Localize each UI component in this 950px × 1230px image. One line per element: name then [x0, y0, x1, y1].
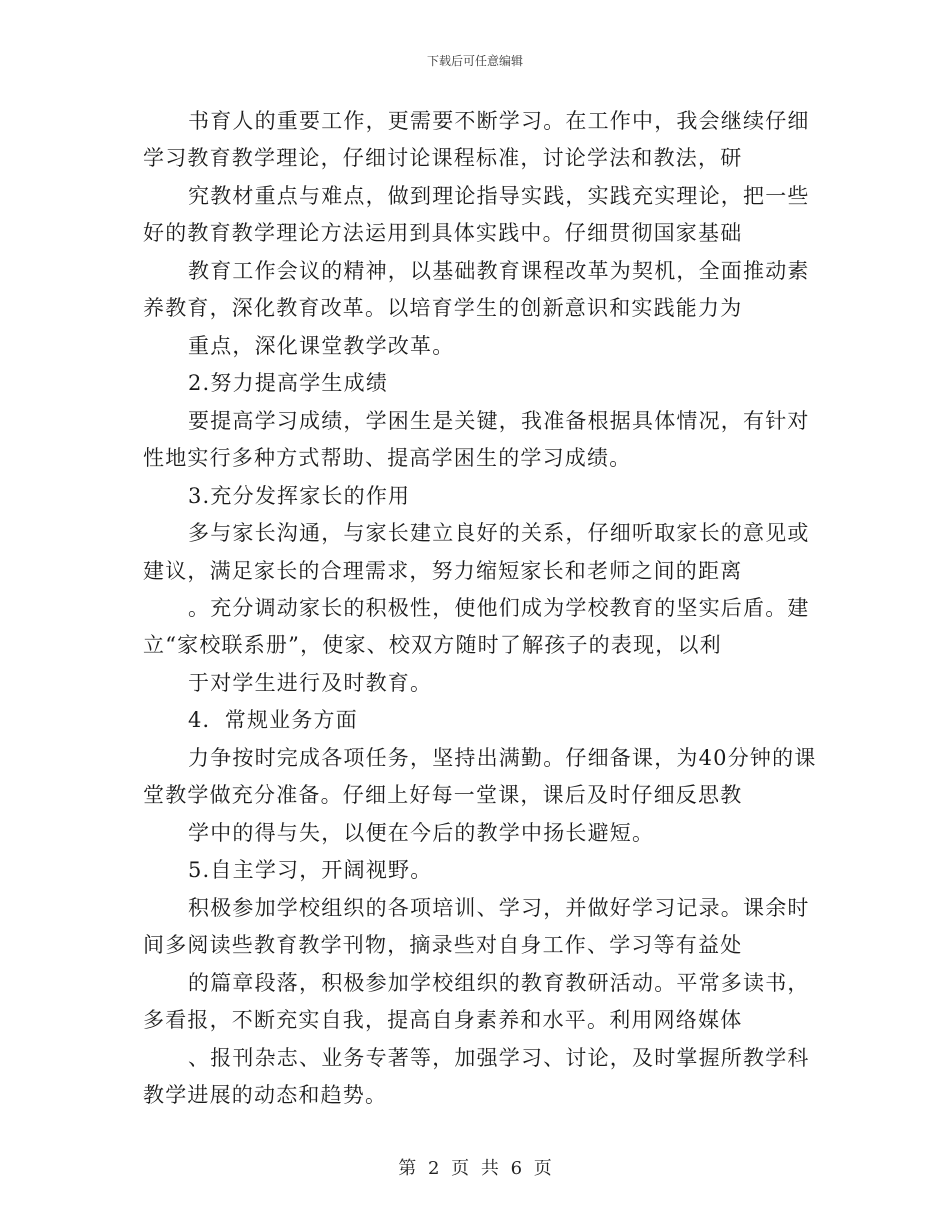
body-line: 学中的得与失，以便在今后的教学中扬长避短。	[188, 821, 655, 845]
body-line: 教学进展的动态和趋势。	[143, 1083, 388, 1107]
total-page-number: 6	[510, 1158, 523, 1179]
body-line: 书育人的重要工作，更需要不断学习。在工作中，我会继续仔细	[188, 109, 810, 133]
body-line: 的篇章段落，积极参加学校组织的教育教研活动。平常多读书，	[188, 971, 810, 995]
body-line: 性地实行多种方式帮助、提高学困生的学习成绩。	[143, 446, 632, 470]
body-line: 间多阅读些教育教学刊物，摘录些对自身工作、学习等有益处	[143, 933, 743, 957]
section-heading: 4．常规业务方面	[188, 708, 358, 732]
body-line: 重点，深化课堂教学改革。	[188, 334, 455, 358]
body-line: 。充分调动家长的积极性，使他们成为学校教育的坚实后盾。建	[188, 596, 810, 620]
section-heading: 3.充分发挥家长的作用	[188, 484, 411, 508]
body-line: 养教育，深化教育改革。以培育学生的创新意识和实践能力为	[143, 296, 743, 320]
body-line: 于对学生进行及时教育。	[188, 671, 433, 695]
body-line: 多看报，不断充实自我，提高自身素养和水平。利用网络媒体	[143, 1008, 743, 1032]
body-line: 好的教育教学理论方法运用到具体实践中。仔细贯彻国家基础	[143, 221, 743, 245]
body-line: 积极参加学校组织的各项培训、学习，并做好学习记录。课余时	[188, 896, 810, 920]
body-line: 究教材重点与难点，做到理论指导实践，实践充实理论，把一些	[188, 184, 810, 208]
body-line: 多与家长沟通，与家长建立良好的关系，仔细听取家长的意见或	[188, 521, 810, 545]
footer-prefix: 第	[398, 1158, 417, 1179]
body-line: 教育工作会议的精神，以基础教育课程改革为契机，全面推动素	[188, 259, 810, 283]
body-line: 建议，满足家长的合理需求，努力缩短家长和老师之间的距离	[143, 559, 743, 583]
footer-page-word: 页	[451, 1158, 470, 1179]
footer-suffix: 页	[533, 1158, 552, 1179]
body-line: 要提高学习成绩，学困生是关键，我准备根据具体情况，有针对	[188, 409, 810, 433]
footer-total-word: 共	[480, 1158, 499, 1179]
page-header: 下载后可任意编辑	[426, 54, 523, 68]
current-page-number: 2	[427, 1158, 440, 1179]
body-line: 力争按时完成各项任务，坚持出满勤。仔细备课，为40分钟的课	[188, 746, 817, 770]
body-line: 、报刊杂志、业务专著等，加强学习、讨论，及时掌握所教学科	[188, 1046, 810, 1070]
body-line: 堂教学做充分准备。仔细上好每一堂课，课后及时仔细反思教	[143, 783, 743, 807]
body-line: 立“家校联系册”，使家、校双方随时了解孩子的表现，以利	[143, 633, 722, 657]
page-footer	[0, 1154, 950, 1180]
body-line: 学习教育教学理论，仔细讨论课程标准，讨论学法和教法，研	[143, 146, 743, 170]
section-heading: 5.自主学习，开阔视野。	[188, 858, 433, 882]
section-heading: 2.努力提高学生成绩	[188, 371, 389, 395]
